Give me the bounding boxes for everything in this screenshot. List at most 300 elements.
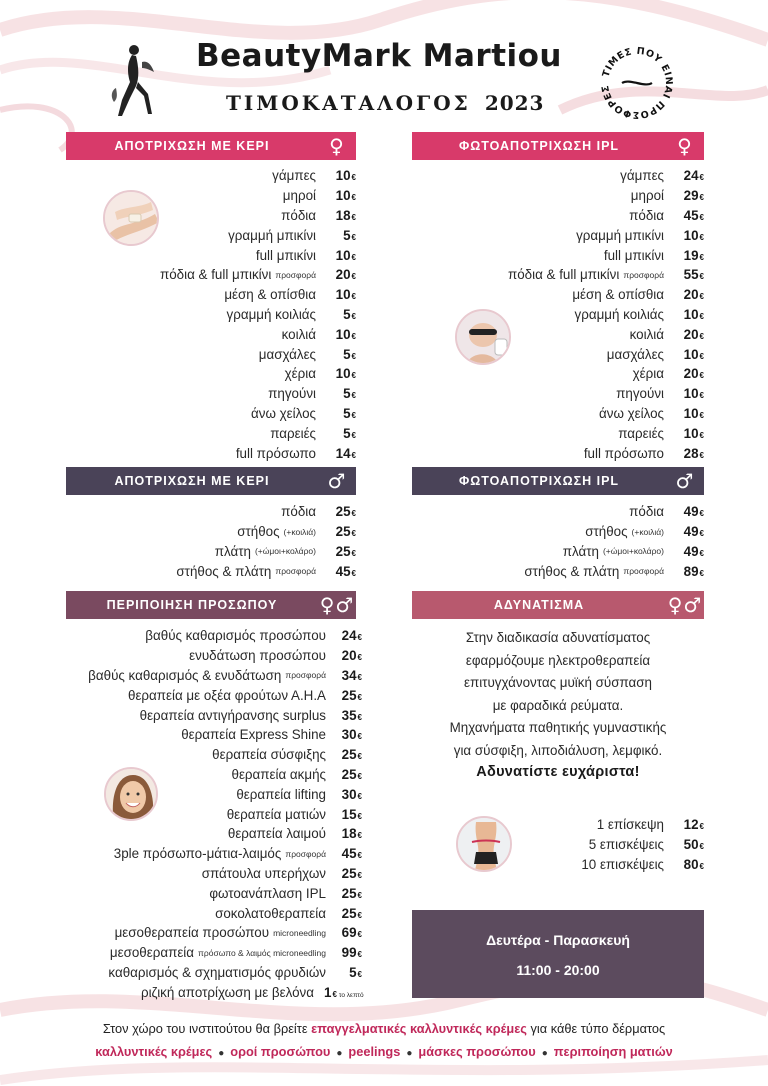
euro-icon: € bbox=[357, 732, 362, 742]
opening-time: 11:00 - 20:00 bbox=[516, 962, 600, 978]
item-price bbox=[326, 668, 362, 683]
footer-prefix: Στον χώρο του ινστιτούτου θα βρείτε bbox=[102, 1021, 308, 1036]
euro-icon: € bbox=[357, 712, 362, 722]
price-row bbox=[0, 844, 362, 864]
price-value: 55 bbox=[683, 267, 699, 283]
price-value: 25 bbox=[335, 543, 351, 559]
item-price bbox=[664, 386, 704, 401]
item-name: μηροί bbox=[630, 188, 664, 204]
euro-icon: € bbox=[699, 193, 704, 203]
item-name: γραμμή μπικίνι bbox=[228, 227, 316, 243]
euro-icon: € bbox=[351, 173, 356, 183]
woman-silhouette-logo bbox=[108, 42, 156, 118]
price-row bbox=[0, 883, 362, 903]
item-note: πρόσωπο & λαιμός microneedling bbox=[198, 947, 326, 958]
euro-icon: € bbox=[351, 252, 356, 262]
item-price bbox=[316, 386, 356, 401]
item-note: (+ώμοι+κολάρο) bbox=[602, 546, 664, 557]
stamp-text: ΤΙΜΕΣ ΠΟΥ ΕΙΝΑΙ ΠΡΟΣΦΟΡΕΣ bbox=[599, 45, 675, 121]
item-name: πόδια bbox=[629, 207, 664, 223]
item-price bbox=[326, 708, 362, 723]
euro-icon: € bbox=[699, 351, 704, 361]
euro-icon: € bbox=[357, 890, 362, 900]
price-row bbox=[430, 225, 704, 245]
price-row bbox=[100, 561, 356, 581]
item-name: χέρια bbox=[284, 366, 316, 382]
price-value: 34 bbox=[341, 667, 357, 683]
item-price bbox=[664, 267, 704, 282]
price-value: 25 bbox=[335, 524, 351, 540]
item-name: θεραπεία ματιών bbox=[226, 806, 326, 822]
section-title: ΦΩΤΟΑΠΟΤΡΙΧΩΣΗ IPL bbox=[458, 474, 620, 488]
footer-info-line bbox=[0, 1021, 768, 1036]
offer-prices-stamp bbox=[594, 40, 680, 126]
euro-icon: € bbox=[357, 771, 362, 781]
price-row bbox=[0, 923, 362, 943]
catalog-year: 2023 bbox=[484, 91, 545, 115]
price-row bbox=[100, 245, 356, 265]
male-symbol-icon: ♂ bbox=[675, 469, 695, 493]
item-name: βαθύς καθαρισμός προσώπου bbox=[145, 628, 326, 644]
price-value: 28 bbox=[683, 445, 699, 461]
price-value: 30 bbox=[341, 786, 357, 802]
price-row bbox=[0, 666, 362, 686]
euro-icon: € bbox=[699, 311, 704, 321]
euro-icon: € bbox=[357, 653, 362, 663]
price-row bbox=[100, 324, 356, 344]
item-name: άνω χείλος bbox=[251, 405, 316, 421]
euro-icon: € bbox=[351, 331, 356, 341]
item-name: θεραπεία αντιγήρανσης surplus bbox=[139, 707, 326, 723]
item-price bbox=[664, 817, 704, 832]
item-price bbox=[326, 826, 362, 841]
price-value: 5 bbox=[343, 386, 351, 402]
item-name: θεραπεία με οξέα φρούτων Α.Η.Α bbox=[128, 687, 326, 703]
item-price bbox=[316, 248, 356, 263]
item-note: (+ώμοι+κολάρο) bbox=[254, 546, 316, 557]
item-price bbox=[664, 426, 704, 441]
price-row bbox=[430, 404, 704, 424]
price-row bbox=[0, 982, 362, 1002]
item-price bbox=[316, 564, 356, 579]
euro-icon: € bbox=[357, 692, 362, 702]
price-value: 15 bbox=[341, 806, 357, 822]
price-value: 20 bbox=[335, 267, 351, 283]
item-name: 1 επίσκεψη bbox=[596, 817, 664, 833]
price-value: 24 bbox=[683, 168, 699, 184]
euro-icon: € bbox=[699, 450, 704, 460]
item-price bbox=[664, 544, 704, 559]
price-value: 30 bbox=[341, 727, 357, 743]
euro-icon: € bbox=[699, 232, 704, 242]
price-value: 5 bbox=[343, 306, 351, 322]
item-name: full μπικίνι bbox=[603, 247, 664, 263]
item-name: καθαρισμός & σχηματισμός φρυδιών bbox=[108, 964, 326, 980]
description-line: Μηχανήματα παθητικής γυμναστικής bbox=[449, 720, 667, 735]
euro-icon: € bbox=[351, 548, 356, 558]
price-row bbox=[0, 685, 362, 705]
price-value: 49 bbox=[683, 524, 699, 540]
euro-icon: € bbox=[699, 252, 704, 262]
description-line: Στην διαδικασία αδυνατίσματος bbox=[465, 630, 651, 645]
item-price bbox=[664, 228, 704, 243]
item-price bbox=[326, 807, 362, 822]
price-value: 20 bbox=[683, 366, 699, 382]
price-row bbox=[430, 186, 704, 206]
price-row bbox=[430, 245, 704, 265]
price-row bbox=[430, 206, 704, 226]
item-note: (+κοιλιά) bbox=[631, 526, 664, 537]
price-value: 50 bbox=[683, 837, 699, 853]
item-price bbox=[316, 208, 356, 223]
footer-tag: μάσκες προσώπου bbox=[418, 1044, 536, 1059]
euro-icon: € bbox=[699, 410, 704, 420]
euro-icon: € bbox=[351, 430, 356, 440]
item-name: full πρόσωπο bbox=[583, 445, 664, 461]
item-name: γάμπες bbox=[272, 168, 316, 184]
euro-icon: € bbox=[699, 842, 704, 852]
section-header-slimming bbox=[412, 591, 704, 619]
item-price bbox=[664, 188, 704, 203]
price-row bbox=[430, 423, 704, 443]
price-value: 49 bbox=[683, 504, 699, 520]
price-value: 45 bbox=[335, 563, 351, 579]
section-header-ipl-women bbox=[412, 132, 704, 160]
price-value: 10 bbox=[335, 247, 351, 263]
price-value: 5 bbox=[343, 425, 351, 441]
price-value: 5 bbox=[343, 227, 351, 243]
euro-icon: € bbox=[357, 851, 362, 861]
item-name: πόδια bbox=[281, 207, 316, 223]
price-value: 19 bbox=[683, 247, 699, 263]
euro-icon: € bbox=[351, 371, 356, 381]
item-price bbox=[326, 945, 362, 960]
euro-icon: € bbox=[699, 529, 704, 539]
item-name: 3ple πρόσωπο-μάτια-λαιμός bbox=[113, 846, 282, 862]
description-line: εφαρμόζουμε ηλεκτροθεραπεία bbox=[465, 652, 651, 668]
euro-icon: € bbox=[351, 193, 356, 203]
item-price bbox=[316, 287, 356, 302]
item-note: προσφορά bbox=[275, 269, 316, 280]
euro-icon: € bbox=[351, 529, 356, 539]
opening-hours-box bbox=[412, 910, 704, 998]
item-name: άνω χείλος bbox=[599, 405, 664, 421]
price-value: 10 bbox=[683, 405, 699, 421]
item-name: σοκολατοθεραπεία bbox=[215, 905, 326, 921]
slimming-slogan: Αδυνατίστε ευχάριστα! bbox=[476, 764, 640, 780]
item-note: προσφορά bbox=[623, 566, 664, 577]
item-name: πηγούνι bbox=[268, 386, 316, 402]
item-name: στήθος bbox=[585, 524, 628, 540]
price-value: 12 bbox=[683, 817, 699, 833]
euro-icon: € bbox=[357, 910, 362, 920]
price-list-face-care bbox=[0, 626, 362, 1002]
item-name: μεσοθεραπεία bbox=[109, 945, 195, 961]
opening-days: Δευτέρα - Παρασκευή bbox=[486, 932, 630, 948]
item-name: χέρια bbox=[632, 366, 664, 382]
item-name: μεσοθεραπεία προσώπου bbox=[114, 925, 270, 941]
item-price bbox=[316, 228, 356, 243]
section-title: ΑΠΟΤΡΙΧΩΣΗ ΜΕ ΚΕΡΙ bbox=[114, 139, 270, 153]
price-row bbox=[430, 542, 704, 562]
price-row bbox=[430, 561, 704, 581]
bullet-icon: ● bbox=[336, 1048, 343, 1059]
item-price bbox=[664, 208, 704, 223]
price-row bbox=[430, 443, 704, 463]
item-price bbox=[664, 446, 704, 461]
item-name: φωτοανάπλαση IPL bbox=[209, 885, 326, 901]
item-price bbox=[316, 504, 356, 519]
item-price bbox=[664, 837, 704, 852]
item-name: βαθύς καθαρισμός & ενυδάτωση bbox=[88, 667, 282, 683]
price-row bbox=[100, 502, 356, 522]
euro-icon: € bbox=[699, 822, 704, 832]
item-name: πόδια bbox=[629, 504, 664, 520]
item-name: πλάτη bbox=[562, 543, 599, 559]
footer-tag: καλλυντικές κρέμες bbox=[95, 1044, 213, 1059]
female-symbol-icon: ♀ bbox=[677, 134, 693, 158]
item-price bbox=[664, 327, 704, 342]
item-price bbox=[316, 168, 356, 183]
item-price bbox=[316, 307, 356, 322]
item-name: πόδια & full μπικίνι bbox=[507, 267, 620, 283]
price-row bbox=[100, 522, 356, 542]
catalog-label: ΤΙΜΟΚΑΤΑΛΟΓΟΣ bbox=[226, 91, 471, 115]
price-value: 14 bbox=[335, 445, 351, 461]
price-list-ipl-men bbox=[430, 502, 704, 581]
euro-icon: € bbox=[699, 861, 704, 871]
price-value: 10 bbox=[335, 168, 351, 184]
price-row bbox=[100, 404, 356, 424]
item-price bbox=[316, 524, 356, 539]
item-name: κοιλιά bbox=[629, 326, 664, 342]
euro-icon: € bbox=[351, 272, 356, 282]
item-name: μασχάλες bbox=[258, 346, 316, 362]
price-row bbox=[0, 725, 362, 745]
item-price bbox=[316, 267, 356, 282]
price-value: 10 bbox=[683, 386, 699, 402]
price-value: 5 bbox=[349, 964, 357, 980]
price-row bbox=[0, 765, 362, 785]
euro-icon: € bbox=[357, 672, 362, 682]
item-price bbox=[664, 524, 704, 539]
item-note: προσφορά bbox=[285, 848, 326, 859]
item-name: παρειές bbox=[618, 425, 664, 441]
price-value: 5 bbox=[343, 346, 351, 362]
price-row bbox=[430, 502, 704, 522]
price-row bbox=[430, 285, 704, 305]
price-row bbox=[430, 166, 704, 186]
price-value: 25 bbox=[341, 905, 357, 921]
item-name: full μπικίνι bbox=[255, 247, 316, 263]
item-name: ριζική αποτρίχωση με βελόνα bbox=[140, 984, 314, 1000]
price-value: 10 bbox=[335, 188, 351, 204]
price-value: 5 bbox=[343, 405, 351, 421]
euro-icon: € bbox=[351, 450, 356, 460]
price-row bbox=[0, 824, 362, 844]
price-row bbox=[0, 963, 362, 983]
price-value: 18 bbox=[341, 826, 357, 842]
section-header-ipl-men bbox=[412, 467, 704, 495]
section-title: ΦΩΤΟΑΠΟΤΡΙΧΩΣΗ IPL bbox=[458, 139, 620, 153]
price-row bbox=[430, 364, 704, 384]
item-name: σπάτουλα υπερήχων bbox=[201, 865, 326, 881]
item-price bbox=[664, 406, 704, 421]
price-value: 80 bbox=[683, 856, 699, 872]
euro-icon: € bbox=[699, 331, 704, 341]
bullet-icon: ● bbox=[541, 1048, 548, 1059]
section-title: ΑΔΥΝΑΤΙΣΜΑ bbox=[493, 598, 585, 612]
euro-icon: € bbox=[351, 311, 356, 321]
euro-icon: € bbox=[357, 870, 362, 880]
item-price bbox=[664, 504, 704, 519]
euro-icon: € bbox=[351, 568, 356, 578]
price-row bbox=[0, 804, 362, 824]
price-row bbox=[100, 265, 356, 285]
section-header-wax-women bbox=[66, 132, 356, 160]
item-price bbox=[326, 846, 362, 861]
section-header-face-care bbox=[66, 591, 356, 619]
item-name: μέση & οπίσθια bbox=[224, 287, 316, 303]
price-row bbox=[100, 285, 356, 305]
item-name: πόδια & full μπικίνι bbox=[159, 267, 272, 283]
price-extra: το λεπτό bbox=[338, 991, 364, 999]
item-price bbox=[664, 564, 704, 579]
item-price bbox=[664, 857, 704, 872]
slimming-description bbox=[412, 627, 704, 762]
euro-icon: € bbox=[699, 212, 704, 222]
description-line: για σύσφιξη, λιποδιάλυση, λεμφικό. bbox=[453, 742, 663, 758]
item-price bbox=[326, 965, 362, 980]
item-price bbox=[664, 287, 704, 302]
slim-waist-photo bbox=[456, 816, 512, 872]
euro-icon: € bbox=[357, 811, 362, 821]
item-name: στήθος & πλάτη bbox=[176, 563, 272, 579]
item-name: 5 επισκέψεις bbox=[588, 837, 664, 853]
price-list-wax-men bbox=[100, 502, 356, 581]
euro-icon: € bbox=[351, 212, 356, 222]
euro-icon: € bbox=[699, 371, 704, 381]
price-value: 25 bbox=[341, 865, 357, 881]
item-price bbox=[316, 327, 356, 342]
price-row bbox=[0, 745, 362, 765]
price-value: 25 bbox=[341, 885, 357, 901]
item-price bbox=[316, 544, 356, 559]
item-price bbox=[314, 985, 362, 1000]
price-value: 35 bbox=[341, 707, 357, 723]
item-price bbox=[326, 906, 362, 921]
price-value: 20 bbox=[683, 326, 699, 342]
euro-icon: € bbox=[699, 509, 704, 519]
description-line: με φαραδικά ρεύματα. bbox=[492, 697, 624, 713]
price-row bbox=[520, 815, 704, 835]
price-value: 24 bbox=[341, 628, 357, 644]
euro-icon: € bbox=[351, 292, 356, 302]
item-price bbox=[326, 886, 362, 901]
euro-icon: € bbox=[699, 272, 704, 282]
euro-icon: € bbox=[357, 633, 362, 643]
euro-icon: € bbox=[351, 391, 356, 401]
footer-product-tags bbox=[0, 1044, 768, 1059]
euro-icon: € bbox=[699, 548, 704, 558]
item-price bbox=[664, 366, 704, 381]
smiling-woman-photo bbox=[104, 767, 158, 821]
price-row bbox=[0, 784, 362, 804]
price-row bbox=[100, 423, 356, 443]
item-name: γραμμή μπικίνι bbox=[576, 227, 664, 243]
price-value: 10 bbox=[683, 227, 699, 243]
price-row bbox=[520, 835, 704, 855]
footer-suffix: για κάθε τύπο δέρματος bbox=[530, 1021, 666, 1036]
item-note: microneedling bbox=[273, 927, 326, 938]
euro-icon: € bbox=[699, 568, 704, 578]
price-row bbox=[0, 646, 362, 666]
item-name: κοιλιά bbox=[281, 326, 316, 342]
bullet-icon: ● bbox=[406, 1048, 413, 1059]
price-row bbox=[430, 384, 704, 404]
item-price bbox=[316, 426, 356, 441]
section-title: ΠΕΡΙΠΟΙΗΣΗ ΠΡΟΣΩΠΟΥ bbox=[106, 598, 278, 612]
euro-icon: € bbox=[357, 969, 362, 979]
item-name: μέση & οπίσθια bbox=[572, 287, 664, 303]
item-price bbox=[326, 648, 362, 663]
price-row bbox=[430, 265, 704, 285]
male-symbol-icon: ♂ bbox=[327, 469, 347, 493]
price-row bbox=[0, 943, 362, 963]
euro-icon: € bbox=[699, 391, 704, 401]
item-name: θεραπεία lifting bbox=[236, 786, 326, 802]
item-price bbox=[664, 307, 704, 322]
price-row bbox=[430, 522, 704, 542]
price-value: 29 bbox=[683, 188, 699, 204]
item-price bbox=[316, 347, 356, 362]
price-row bbox=[100, 542, 356, 562]
euro-icon: € bbox=[357, 752, 362, 762]
price-row bbox=[100, 384, 356, 404]
euro-icon: € bbox=[699, 173, 704, 183]
bullet-icon: ● bbox=[218, 1048, 225, 1059]
item-name: 10 επισκέψεις bbox=[581, 856, 664, 872]
price-value: 89 bbox=[683, 563, 699, 579]
item-price bbox=[316, 406, 356, 421]
footer-tag: περιποίηση ματιών bbox=[553, 1044, 673, 1059]
item-name: πλάτη bbox=[214, 543, 251, 559]
price-row bbox=[0, 864, 362, 884]
item-name: θεραπεία ακμής bbox=[231, 766, 326, 782]
price-row bbox=[100, 166, 356, 186]
price-row bbox=[100, 364, 356, 384]
section-header-wax-men bbox=[66, 467, 356, 495]
item-note: προσφορά bbox=[623, 269, 664, 280]
item-price bbox=[326, 747, 362, 762]
item-price bbox=[664, 248, 704, 263]
item-name: μασχάλες bbox=[606, 346, 664, 362]
item-price bbox=[326, 628, 362, 643]
price-value: 20 bbox=[683, 287, 699, 303]
price-row bbox=[100, 305, 356, 325]
footer-tag: peelings bbox=[348, 1044, 401, 1059]
price-row bbox=[100, 344, 356, 364]
item-name: στήθος & πλάτη bbox=[524, 563, 620, 579]
price-value: 1 bbox=[324, 984, 332, 1000]
price-value: 25 bbox=[335, 504, 351, 520]
euro-icon: € bbox=[351, 509, 356, 519]
price-value: 10 bbox=[683, 346, 699, 362]
price-value: 99 bbox=[341, 945, 357, 961]
price-value: 10 bbox=[683, 306, 699, 322]
euro-icon: € bbox=[357, 791, 362, 801]
waxing-legs-photo bbox=[103, 190, 159, 246]
